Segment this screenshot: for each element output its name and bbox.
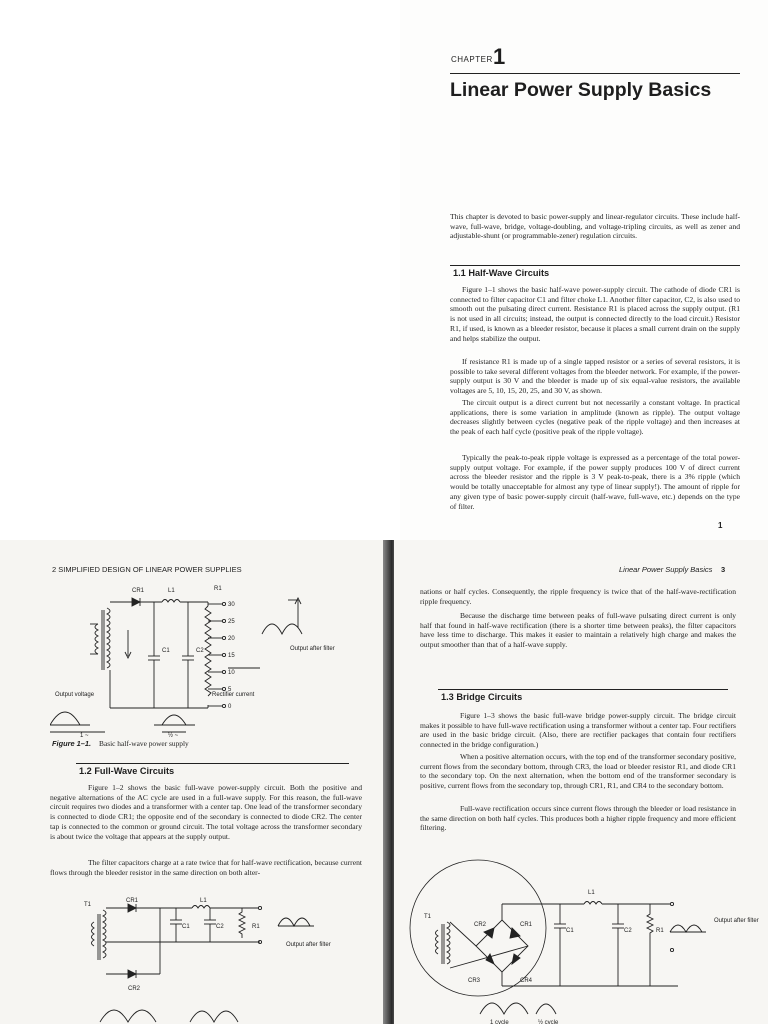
transformer-secondary-icon (103, 910, 106, 958)
section-1-3-title: 1.3 Bridge Circuits (441, 692, 523, 702)
label-l1: L1 (588, 890, 595, 896)
figure-1-2-schematic (80, 890, 360, 1024)
label-c1: C1 (566, 928, 574, 934)
chapter-label: CHAPTER (451, 55, 493, 64)
label-c2: C2 (216, 924, 224, 930)
paragraph-1-2-a: Figure 1–2 shows the basic full-wave power-supply circuit. Both the positive and negative alternations of the AC cycle are used in a full-wave supply. For this reason, the full-wave circuit requires two diodes and a transformer with a center tap. One lead of the transformer secondary is connected to diode CR1; the opposite end of the secondary is connected to diode CR2. The center tap is connected to the common or ground circuit. The total voltage across the transformer secondary is about twice the voltage that appears at the supply output. (50, 783, 362, 841)
page-number: 3 (721, 565, 726, 574)
output-waveform-icon (278, 918, 310, 926)
label-cr2: CR2 (474, 922, 487, 928)
running-head: 2 SIMPLIFIED DESIGN OF LINEAR POWER SUPPLIES (52, 565, 242, 574)
section-1-2-title: 1.2 Full-Wave Circuits (79, 766, 175, 776)
label-r1: R1 (252, 924, 260, 930)
section-rule (76, 763, 349, 764)
label-cr2: CR2 (128, 986, 141, 992)
tap-30: 30 (228, 602, 235, 608)
transformer-primary-icon (95, 624, 98, 654)
paragraph-1-3-b: When a positive alternation occurs, with the top end of the transformer secondary positive, current flows from the secondary bottom, through CR3, the load or bleeder resistor R1, and diode CR1 to the secondary top. On the next alternation, when the bottom end of the transformer secondary is positive, current flows from the secondary top, through CR1, R1, and CR4 to the secondary bottom. (420, 752, 736, 791)
transformer-secondary-icon (107, 608, 110, 668)
paragraph-1-1-d: Typically the peak-to-peak ripple voltage is expressed as a percentage of the total power-supply output voltage. For example, if the power supply produces 100 V of direct current across the bleeder resistor and the ripple is 3 V peak-to-peak, there is a 3% ripple (which would be totally unacceptable for almost any type of linear supply!). The amount of ripple for any given type of basic power-supply circuit (half-wave, full-wave, etc.) depends on the type of filter. (450, 453, 740, 511)
label-t1: T1 (424, 914, 432, 920)
section-1-1-title: 1.1 Half-Wave Circuits (453, 268, 550, 278)
paragraph-1-3-c: Full-wave rectification occurs since current flows through the bleeder or load resistance in the same direction on both half cycles. This produces both a higher ripple frequency and more efficient filtering. (420, 804, 736, 833)
paragraph-continued: nations or half cycles. Consequently, the ripple frequency is twice that of the half-wave-rectification ripple frequency. (420, 587, 736, 606)
figure-1-1-caption (52, 733, 189, 751)
label-r1: R1 (656, 928, 664, 934)
label-c1: C1 (162, 648, 170, 654)
paragraph-1-1-a: Figure 1–1 shows the basic half-wave power-supply circuit. The cathode of diode CR1 is connected to filter capacitor C1 and filter choke L1. Another filter capacitor, C2, is also used to smooth out the pulsating direct current. Resistance R1 is placed across the supply output. (R1 is not used in all circuits; instead, the output is connected directly to the load circuit.) Resistor R1, if used, is known as a bleeder resistor, because it places a small current drain on the supply and helps stabilize the output. (450, 285, 740, 343)
rectifier-current-waveform-icon (162, 715, 186, 725)
figure-1-1-caption-text: Basic half-wave power supply (99, 739, 189, 748)
tap-20: 20 (228, 636, 235, 642)
rectified-waveform-icon (480, 1003, 528, 1014)
page-number: 1 (718, 521, 723, 530)
label-cr1: CR1 (126, 898, 139, 904)
label-cr1: CR1 (520, 922, 533, 928)
tap-15: 15 (228, 653, 235, 659)
page-3 (394, 540, 768, 1024)
choke-l1-icon (192, 906, 210, 909)
section-rule (450, 265, 740, 266)
label-cycle-1: 1 cycle (490, 1020, 509, 1024)
label-cr3: CR3 (468, 978, 481, 984)
label-c2: C2 (624, 928, 632, 934)
transformer-primary-icon (436, 930, 439, 954)
paragraph-1-3-a: Figure 1–3 shows the basic full-wave bridge power-supply circuit. The bridge circuit makes it possible to have full-wave rectification using a transformer without a center tap. Four rectifiers are used in the basic bridge circuit. (Also, there are rectifier packages that contain four rectifiers connected in the bridge configuration.) (420, 711, 736, 750)
output-waveform-icon (262, 624, 302, 634)
label-l1: L1 (200, 898, 207, 904)
figure-1-1-schematic (50, 580, 370, 740)
tap-5: 5 (228, 687, 232, 693)
label-l1: L1 (168, 588, 175, 594)
tap-25: 25 (228, 619, 235, 625)
bleeder-r1-icon (647, 904, 653, 986)
diode-cr1-icon (128, 904, 136, 912)
bridge-highlight-circle (410, 860, 546, 996)
label-output-after-filter: Output after filter (286, 942, 331, 948)
label-period-half: ½ ~ (168, 733, 179, 739)
label-c1: C1 (182, 924, 190, 930)
diode-cr2-icon (128, 970, 136, 978)
intro-paragraph: This chapter is devoted to basic power-supply and linear-regulator circuits. These include half-wave, full-wave, bridge, voltage-doubling, and voltage-tripling circuits, as well as zener and adjustable-shunt (or programmable-zener) regulation circuits. (450, 212, 740, 241)
label-c2: C2 (196, 648, 204, 654)
choke-l1-icon (584, 902, 602, 905)
label-r1: R1 (214, 586, 222, 592)
label-period-full: 1 ~ (80, 733, 89, 739)
label-output-voltage: Output voltage (55, 692, 95, 698)
tap-0: 0 (228, 704, 232, 710)
label-t1: T1 (84, 902, 92, 908)
output-voltage-waveform-icon (50, 712, 80, 725)
paragraph-discharge: Because the discharge time between peaks of full-wave pulsating direct current is only half that found in half-wave rectification (there is a shorter time between peaks), the filter capacitors have less time to discharge. This makes it easier to maintain a relatively high charge and makes the output smoother than that of a half-wave supply. (420, 611, 736, 650)
rectified-waveform-icon (100, 1010, 156, 1022)
choke-l1-icon (162, 600, 180, 603)
label-output-after-filter: Output after filter (714, 918, 759, 924)
chapter-rule (450, 73, 740, 74)
figure-1-3-schematic (408, 858, 768, 1024)
figure-1-1-caption-label: Figure 1–1. (52, 739, 92, 748)
bleeder-r1-icon (239, 908, 245, 938)
transformer-secondary-icon (447, 922, 450, 964)
chapter-title: Linear Power Supply Basics (450, 79, 712, 101)
label-cr4: CR4 (520, 978, 533, 984)
diode-cr1-icon (510, 928, 520, 938)
page-1 (400, 0, 768, 540)
bleeder-r1-icon (205, 606, 211, 696)
section-rule (438, 689, 728, 690)
label-rectifier-current: Rectifier current (212, 692, 255, 698)
diode-cr1-icon (132, 598, 140, 606)
label-cr1: CR1 (132, 588, 145, 594)
chapter-number: 1 (493, 44, 506, 69)
transformer-primary-icon (92, 922, 95, 946)
page-2 (0, 540, 388, 1024)
output-waveform-icon (670, 925, 702, 932)
running-head: Linear Power Supply Basics (619, 565, 713, 574)
paragraph-1-1-b: If resistance R1 is made up of a single tapped resistor or a series of several resistors, it is possible to take several different voltages from the bleeder network. For example, if the power-supply output is 30 V and the bleeder is made up of six equal-value resistors, the available voltages are 5, 10, 15, 20, 25, and 30 V, as shown. (450, 357, 740, 396)
tap-10: 10 (228, 670, 235, 676)
label-cycle-half: ½ cycle (538, 1020, 559, 1024)
paragraph-1-1-c: The circuit output is a direct current but not necessarily a constant voltage. In practical applications, there is some variation in amplitude (known as ripple). The output voltage decreases slightly between cycles (negative peak of the ripple voltage) and then increases at the peak of each half cycle (positive peak of the ripple voltage). (450, 398, 740, 437)
paragraph-1-2-b: The filter capacitors charge at a rate twice that for half-wave rectification, because current flows through the bleeder resistor in the same direction on both alter- (50, 858, 362, 877)
label-output-after-filter: Output after filter (290, 646, 335, 652)
